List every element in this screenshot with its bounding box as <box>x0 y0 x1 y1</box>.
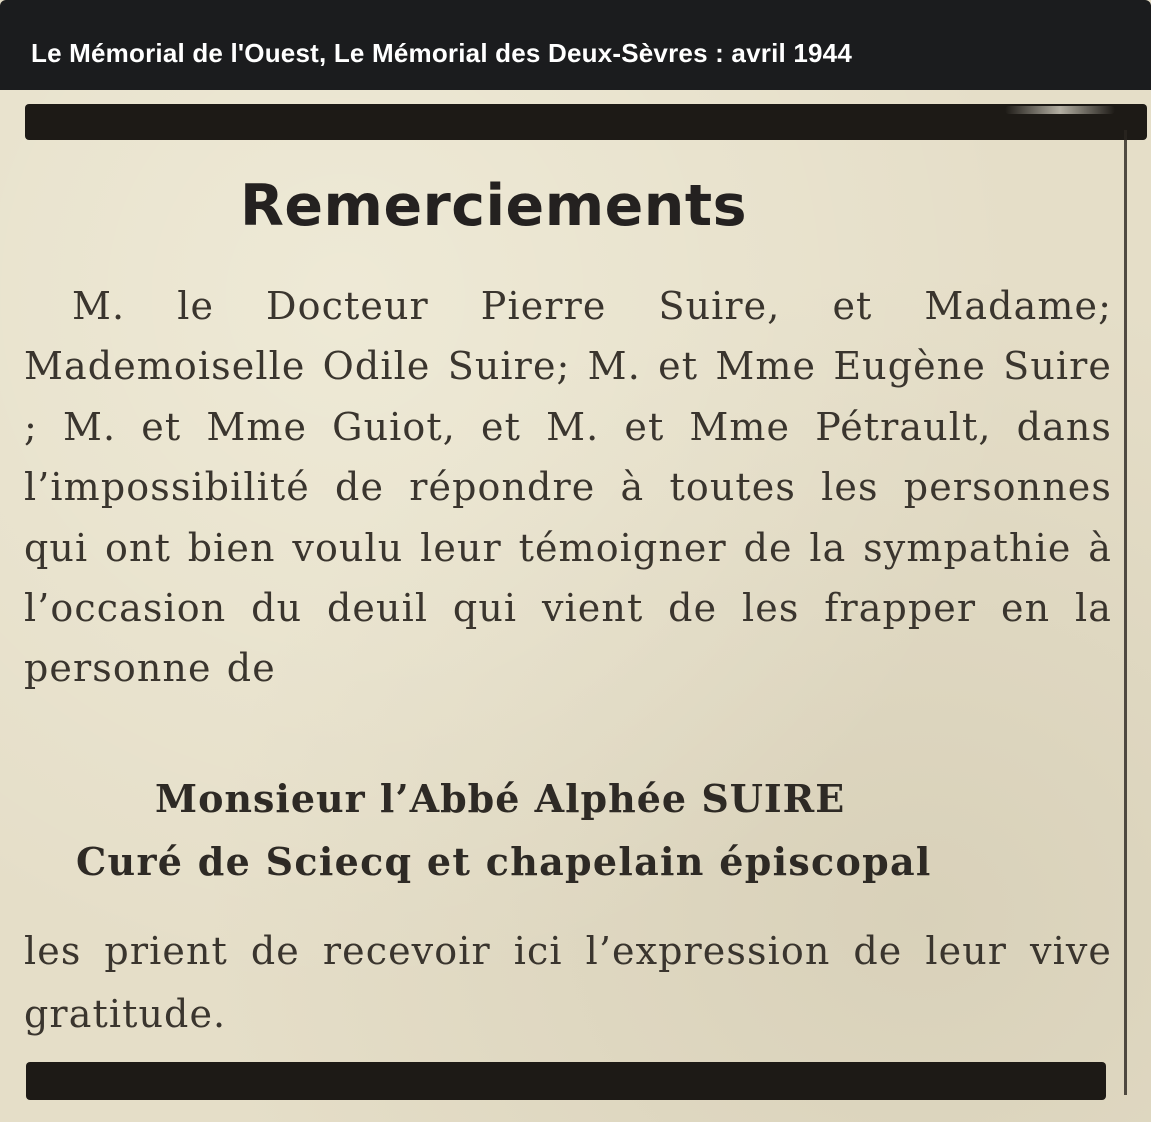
rule-highlight <box>1005 106 1115 114</box>
top-rule <box>25 104 1147 140</box>
bottom-rule <box>26 1062 1106 1100</box>
deceased-name: Monsieur l’Abbé Alphée SUIRE <box>155 776 846 821</box>
column-edge-line <box>1124 130 1127 1095</box>
document-title: Le Mémorial de l'Ouest, Le Mémorial des Deux-Sèvres : avril 1944 <box>31 38 852 68</box>
notice-heading: Remerciements <box>240 173 748 239</box>
newspaper-clipping <box>0 90 1151 1122</box>
notice-body: M. le Docteur Pierre Suire, et Madame; Mademoiselle Odile Suire; M. et Mme Eugène Suire ; M. et Mme Guiot, et M. et Mme Pétrault, dans l’impossibilité de répondre à toutes les personnes qui ont bien voulu leur témoigner de la sympathie à l’occasion du deuil qui vient de les frapper en la personne de <box>24 284 1112 691</box>
notice-closing: les prient de recevoir ici l’expression de leur vive gratitude. <box>24 929 1112 1036</box>
header-bar <box>0 0 1151 90</box>
deceased-title: Curé de Sciecq et chapelain épiscopal <box>76 839 932 884</box>
